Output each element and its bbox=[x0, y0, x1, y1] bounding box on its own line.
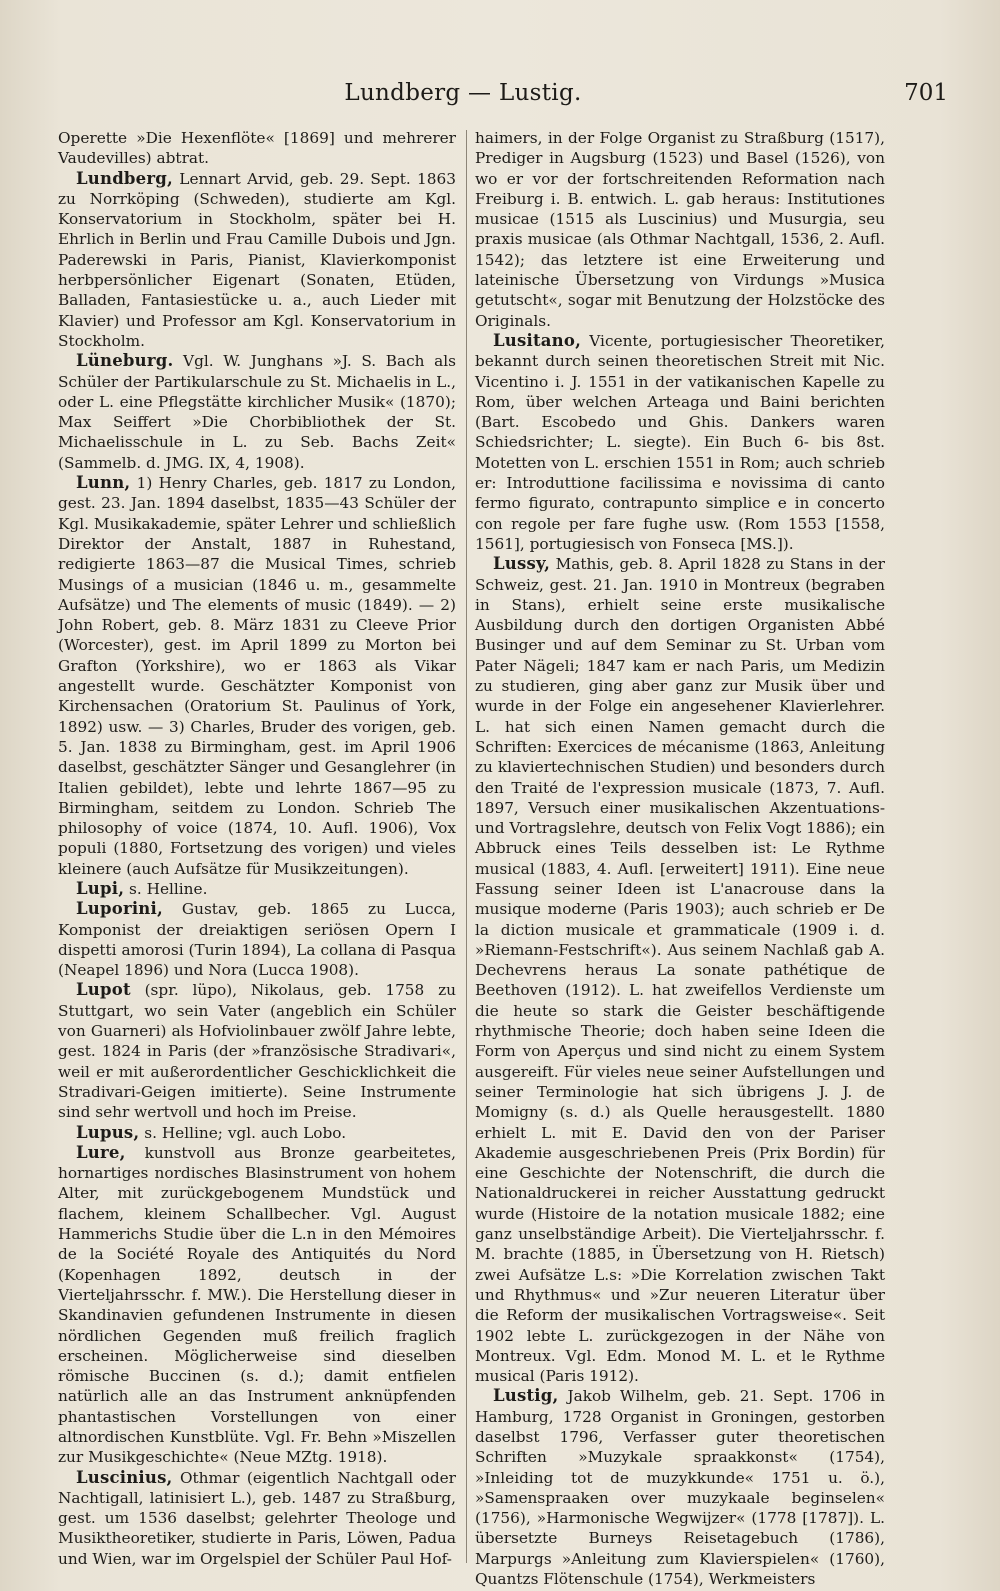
entry-lundberg bbox=[58, 169, 456, 352]
left-column bbox=[58, 128, 456, 1569]
entry-text: s. Helline; vgl. auch Lobo. bbox=[144, 1123, 347, 1142]
entry-text: (spr. lüpo), Nikolaus, geb. 1758 zu Stuttgart, wo sein Vater (angeblich ein Schüler von Guarneri) als Hofviolinbauer zwölf Jahre lebte, gest. 1824 in Paris (der »französische Stradivari«, weil er mit außerordentlicher Geschicklichkeit die Stradivari-Geigen imitierte). Seine Instrumente sind sehr wertvoll und hoch im Preise. bbox=[58, 981, 456, 1122]
entry-text: Vgl. W. Junghans »J. S. Bach als Schüler der Partikularschule zu St. Michaelis in L., oder L. eine Pflegstätte kirchlicher Musik« (1870); Max Seiffert »Die Chorbibliothek der St. Michaelisschule in L. zu Seb. Bachs Zeit« (Sammelb. d. JMG. IX, 4, 1908). bbox=[58, 352, 456, 472]
entry-text: Vicente, portugiesischer Theoretiker, bekannt durch seinen theoretischen Streit mit Nic. Vicentino i. J. 1551 in der vatikanischen Kapelle zu Rom, über welchen Arteaga und Baini berichten (Bart. Escobedo und Ghis. Dankers waren Schiedsrichter; L. siegte). Ein Buch 6- bis 8st. Motetten von L. erschien 1551 in Rom; auch schrieb er: Introduttione facilissima e novissima di canto fermo figurato, contrapunto simplice e in concerto con regole per fare fughe usw. (Rom 1553 [1558, 1561], portugiesisch von Fonseca [MS.]). bbox=[475, 331, 885, 553]
entry-text: Lennart Arvid, geb. 29. Sept. 1863 zu Norrköping (Schweden), studierte am Kgl. Konservatorium in Stockholm, später bei H. Ehrlich in Berlin und Frau Camille Dubois und Jgn. Paderewski in Paris, Pianist, Klavierkomponist herbpersönlicher Eigenart (Sonaten, Etüden, Balladen, Fantasiestücke u. a., auch Lieder mit Klavier) und Professor am Kgl. Konservatorium in Stockholm. bbox=[58, 169, 456, 350]
entry-lustig bbox=[475, 1386, 885, 1589]
entry-text: s. Helline. bbox=[129, 879, 208, 898]
column-divider bbox=[466, 130, 467, 1563]
entry-lupot bbox=[58, 980, 456, 1122]
entry-text: Mathis, geb. 8. April 1828 zu Stans in der Schweiz, gest. 21. Jan. 1910 in Montreux (begraben in Stans), erhielt seine erste musikalische Ausbildung durch den dortigen Organisten Abbé Businger und auf dem Seminar zu St. Urban vom Pater Nägeli; 1847 kam er nach Paris, um Medizin zu studieren, ging aber ganz zur Musik über und wurde in der Folge ein angesehener Klavierlehrer. L. hat sich einen Namen gemacht durch die Schriften: Exercices de mécanisme (1863, Anleitung zu klaviertechnischen Studien) und besonders durch den Traité de l'expression musicale (1873, 7. Aufl. 1897, Versuch einer musikalischen Akzentuations- und Vortragslehre, deutsch von Felix Vogt 1886); ein Abbruck eines Teils desselben ist: Le Rythme musical (1883, 4. Aufl. [erweitert] 1911). Eine neue Fassung seiner Ideen ist L'anacrouse dans la musique moderne (Paris 1903); auch schrieb er De la diction musicale et grammaticale (1909 i. d. »Riemann-Festschrift«). Aus seinem Nachlaß gab A. Dechevrens heraus La sonate pathétique de Beethoven (1912). L. hat zweifellos Verdienste um die heute so stark die Geister beschäftigende rhythmische Theorie; doch haben seine Ideen die Form von Aperçus und sind nicht zu einem System ausgereift. Für vieles neue seiner Aufstellungen und seiner Terminologie hat sich übrigens J. J. de Momigny (s. d.) als Quelle herausgestellt. 1880 erhielt L. mit E. David den von der Pariser Akademie ausgeschriebenen Preis (Prix Bordin) für eine Geschichte der Notenschrift, die durch die Nationaldruckerei in reicher Ausstattung gedruckt wurde (Histoire de la notation musicale 1882; eine ganz unselbständige Arbeit). Die Vierteljahrsschr. f. M. brachte (1885, in Übersetzung von H. Rietsch) zwei Aufsätze L.s: »Die Korrelation zwischen Takt und Rhythmus« und »Zur neueren Literatur über die Reform der musikalischen Vortragsweise«. Seit 1902 lebte L. zurückgezogen in der Nähe von Montreux. Vgl. Edm. Monod M. L. et le Rythme musical (Paris 1912). bbox=[475, 555, 885, 1386]
entry-text: kunstvoll aus Bronze gearbeitetes, hornartiges nordisches Blasinstrument von hohem Alter, mit zurückgebogenem Mundstück und flachem, kleinem Schallbecher. Vgl. August Hammerichs Studie über die L.n in den Mémoires de la Société Royale des Antiquités du Nord (Kopenhagen 1892, deutsch in der Vierteljahrsschr. f. MW.). Die Herstellung dieser in Skandinavien gefundenen Instrumente in diesen nördlichen Gegenden muß freilich fraglich erscheinen. Möglicherweise sind dieselben römische Buccinen (s. d.); damit entfielen natürlich alle an das Instrument anknüpfenden phantastischen Vorstellungen von einer altnordischen Kunstblüte. Vgl. Fr. Behn »Miszellen zur Musikgeschichte« (Neue MZtg. 1918). bbox=[58, 1143, 456, 1467]
entry-lunn bbox=[58, 473, 456, 879]
entry-text: Gustav, geb. 1865 zu Lucca, Komponist der dreiaktigen seriösen Opern I dispetti amorosi (Turin 1894), La collana di Pasqua (Neapel 1896) und Nora (Lucca 1908). bbox=[58, 900, 456, 980]
page-header bbox=[56, 80, 948, 114]
entry-continuation bbox=[58, 128, 456, 169]
headword: Luscinius, bbox=[76, 1467, 173, 1487]
entry-text: Othmar (eigentlich Nachtgall oder Nachtigall, latinisiert L.), geb. 1487 zu Straßburg, gest. um 1536 daselbst; gelehrter Theologe und Musiktheoretiker, studierte in Paris, Löwen, Padua und Wien, war im Orgelspiel der Schüler Paul Hof- bbox=[58, 1468, 456, 1568]
headword: Lussy, bbox=[493, 554, 551, 574]
headword: Lundberg, bbox=[76, 168, 173, 188]
page-number: 701 bbox=[904, 80, 948, 106]
entry-lupus bbox=[58, 1123, 456, 1143]
entry-text: Operette »Die Hexenflöte« [1869] und mehrerer Vaudevilles) abtrat. bbox=[58, 129, 456, 168]
entry-text: haimers, in der Folge Organist zu Straßburg (1517), Prediger in Augsburg (1523) und Basel (1526), von wo er vor der fortschreitenden Reformation nach Freiburg i. B. entwich. L. gab heraus: Institutiones musicae (1515 als Luscinius) und Musurgia, seu praxis musicae (als Othmar Nachtgall, 1536, 2. Aufl. 1542); das letztere ist eine Erweiterung und lateinische Übersetzung von Virdungs »Musica getutscht«, sogar mit Benutzung der Holzstöcke des Originals. bbox=[475, 129, 885, 330]
entry-lueneburg bbox=[58, 351, 456, 473]
entry-text: 1) Henry Charles, geb. 1817 zu London, gest. 23. Jan. 1894 daselbst, 1835—43 Schüler der Kgl. Musikakademie, später Lehrer und schließlich Direktor der Anstalt, 1887 in Ruhestand, redigierte 1863—87 die Musical Times, schrieb Musings of a musician (1846 u. m., gesammelte Aufsätze) und The elements of music (1849). — 2) John Robert, geb. 8. März 1831 zu Cleeve Prior (Worcester), gest. im April 1899 zu Morton bei Grafton (Yorkshire), wo er 1863 als Vikar angestellt wurde. Geschätzter Komponist von Kirchensachen (Oratorium St. Paulinus of York, 1892) usw. — 3) Charles, Bruder des vorigen, geb. 5. Jan. 1838 zu Birmingham, gest. im April 1906 daselbst, geschätzter Sänger und Gesanglehrer (in Italien gebildet), lebte und lehrte 1867—95 zu Birmingham, seitdem zu London. Schrieb The philosophy of voice (1874, 10. Aufl. 1906), Vox populi (1880, Fortsetzung des vorigen) und vieles kleinere (auch Aufsätze für Musikzeitungen). bbox=[58, 474, 456, 878]
running-title: Lundberg — Lustig. bbox=[344, 80, 582, 106]
headword: Lupus, bbox=[76, 1122, 140, 1142]
right-column bbox=[475, 128, 885, 1589]
headword: Lunn, bbox=[76, 473, 131, 493]
headword: Lupot bbox=[76, 980, 131, 1000]
entry-text: Jakob Wilhelm, geb. 21. Sept. 1706 in Hamburg, 1728 Organist in Groningen, gestorben daselbst 1796, Verfasser guter theoretischen Schriften »Muzykale spraakkonst« (1754), »Inleiding tot de muzykkunde« 1751 u. ö.), »Samenspraaken over muzykaale beginselen« (1756), »Harmonische Wegwijzer« (1778 [1787]). L. übersetzte Burneys Reisetagebuch (1786), Marpurgs »Anleitung zum Klavierspielen« (1760), Quantzs Flötenschule (1754), Werkmeisters bbox=[475, 1387, 885, 1589]
entry-lupi bbox=[58, 879, 456, 899]
entry-lusitano bbox=[475, 331, 885, 554]
headword: Lüneburg. bbox=[76, 351, 174, 371]
headword: Lure, bbox=[76, 1142, 126, 1162]
entry-continuation bbox=[475, 128, 885, 331]
entry-luporini bbox=[58, 899, 456, 980]
headword: Lusitano, bbox=[493, 330, 582, 350]
headword: Luporini, bbox=[76, 899, 163, 919]
headword: Lustig, bbox=[493, 1386, 559, 1406]
entry-lussy bbox=[475, 554, 885, 1386]
headword: Lupi, bbox=[76, 878, 125, 898]
entry-lure bbox=[58, 1143, 456, 1468]
entry-luscinius bbox=[58, 1468, 456, 1569]
